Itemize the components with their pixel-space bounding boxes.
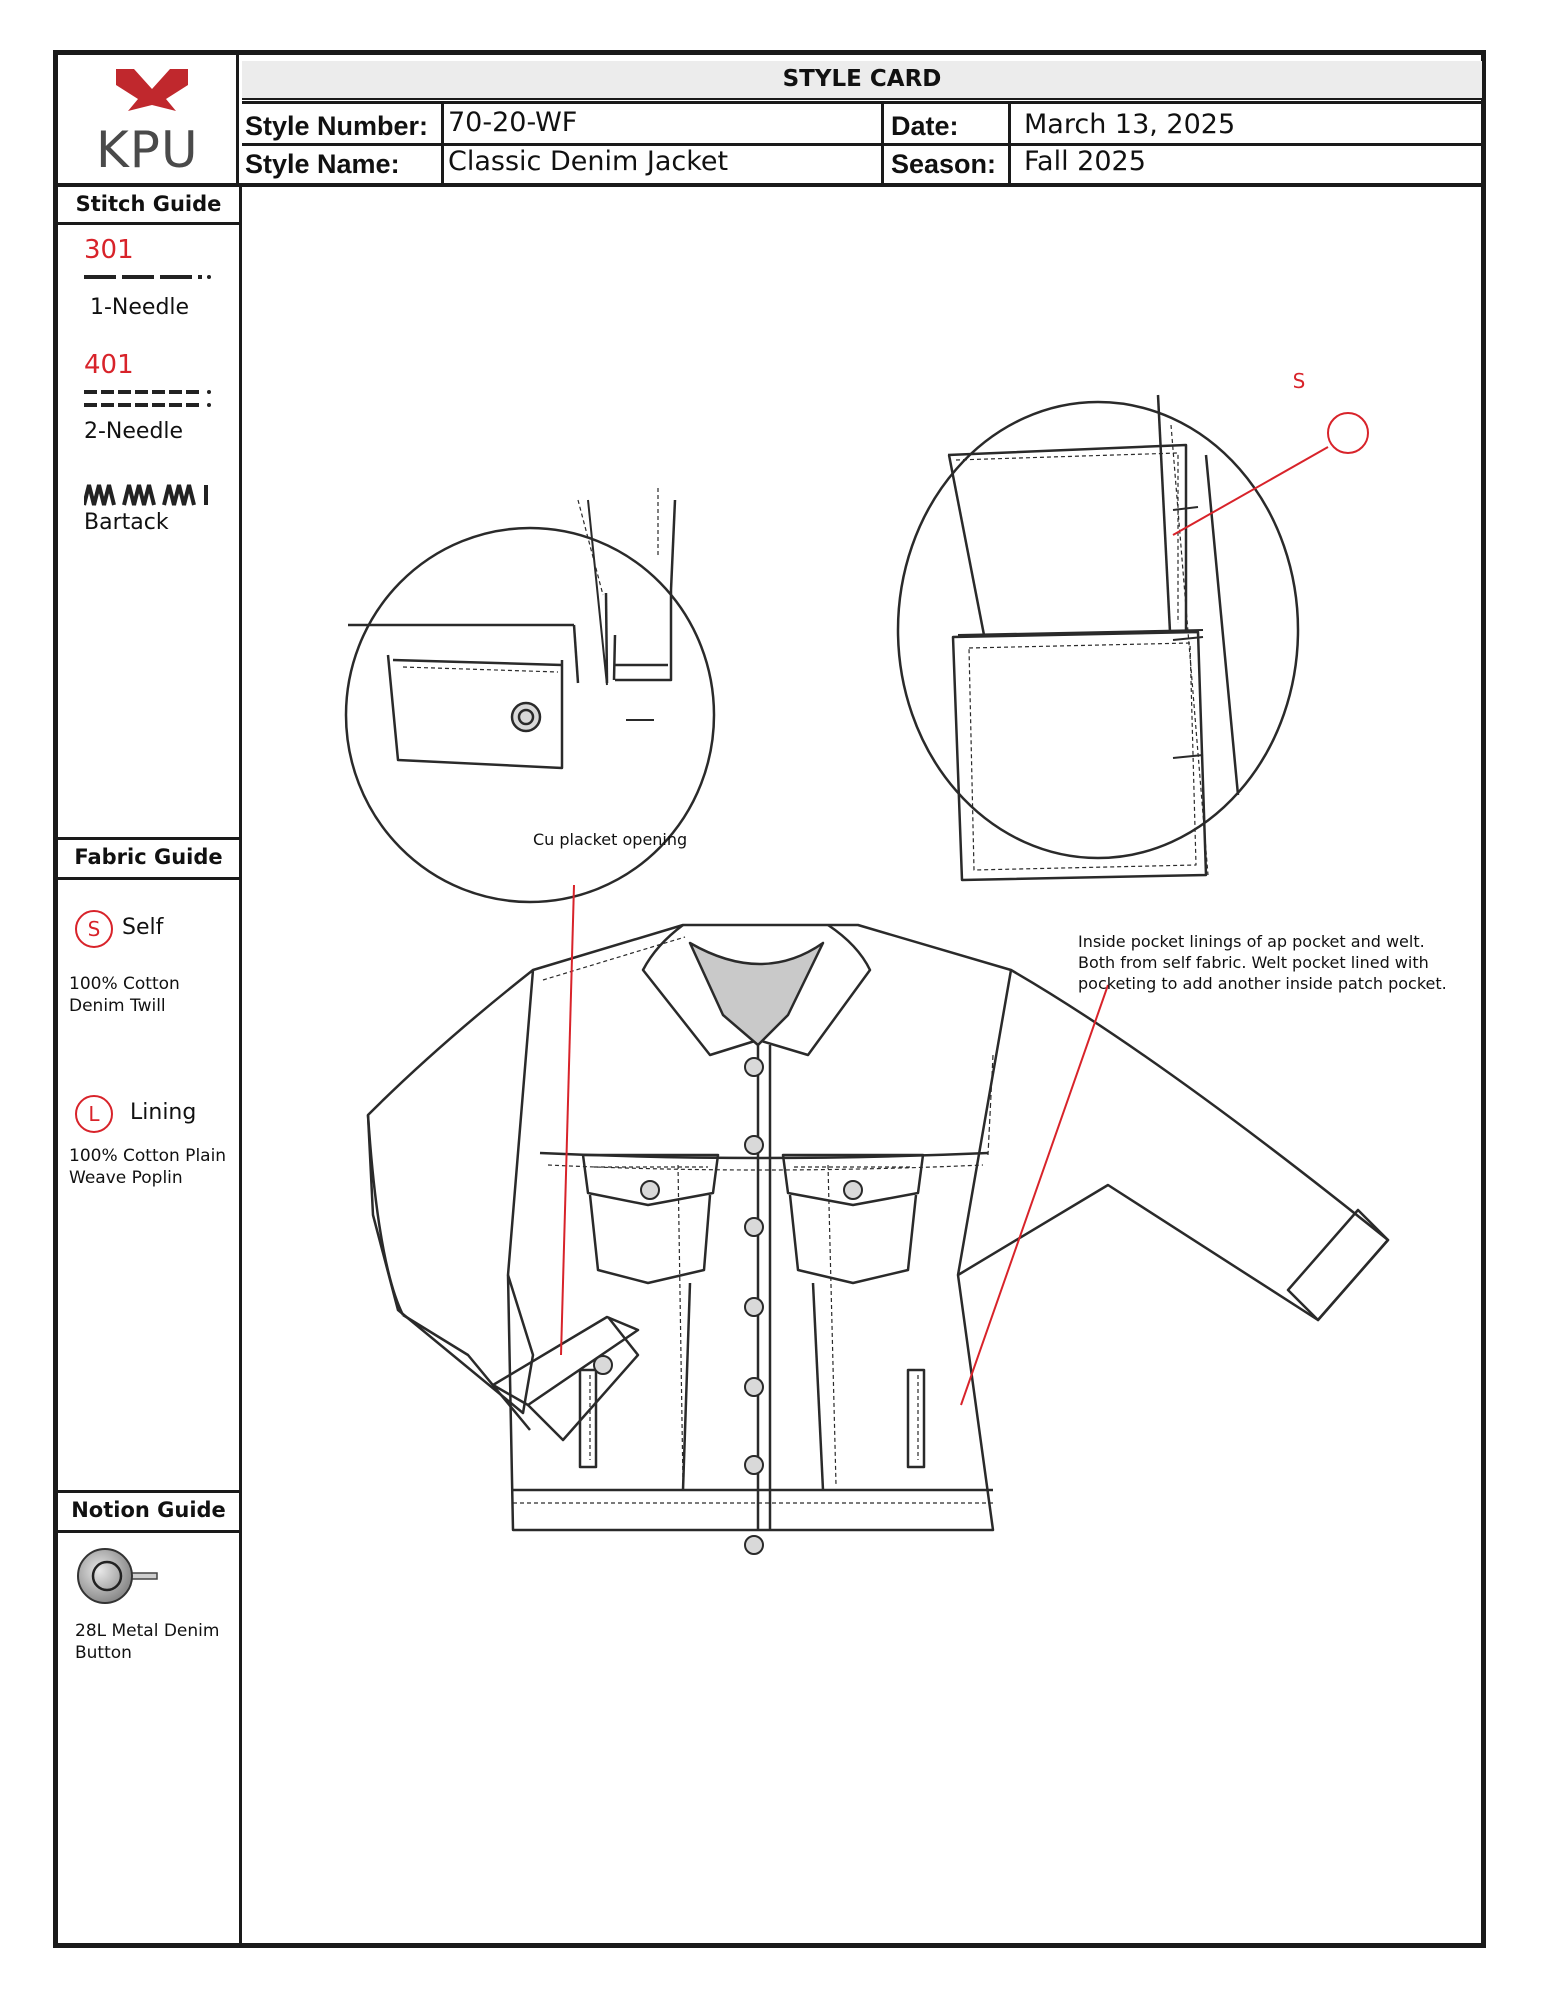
header-divider — [441, 101, 444, 183]
pocket-callout-line-2: Both from self fabric. Welt pocket lined with — [1078, 953, 1429, 972]
style-number-value: 70-20-WF — [448, 107, 578, 138]
pocket-callout-line-1: Inside pocket linings of ap pocket and welt. — [1078, 932, 1425, 951]
section-divider — [58, 877, 239, 880]
technical-flat-drawing — [242, 187, 1482, 1947]
notion-button-description: 28L Metal Denim Button — [75, 1621, 220, 1663]
stitch-code-401: 401 — [84, 350, 134, 380]
logo-cell — [58, 55, 239, 185]
lining-fabric-badge: L — [75, 1095, 113, 1133]
header-divider — [242, 101, 1482, 104]
kpu-logo-text: KPU — [96, 121, 199, 179]
self-fabric-callout-badge — [1328, 413, 1368, 453]
header-divider — [242, 143, 1482, 146]
date-label: Date: — [891, 111, 959, 141]
stitch-guide-title: Stitch Guide — [75, 192, 222, 216]
page-title: STYLE CARD — [242, 61, 1482, 100]
double-needle-stitch-icon — [84, 387, 214, 411]
stitch-label-1-needle: 1-Needle — [90, 295, 190, 320]
bartack-stitch-icon — [84, 483, 214, 507]
fabric-self-description: 100% Cotton Denim Twill — [69, 974, 180, 1016]
style-name-value: Classic Denim Jacket — [448, 146, 729, 177]
self-fabric-badge: S — [75, 910, 113, 948]
metal-button-icon — [75, 1545, 167, 1607]
section-divider — [58, 1490, 239, 1493]
header-divider — [881, 101, 884, 183]
stitch-label-bartack: Bartack — [84, 510, 169, 535]
season-value: Fall 2025 — [1024, 146, 1146, 177]
style-number-label: Style Number: — [245, 111, 429, 141]
kpu-logo-mark-icon — [116, 67, 188, 117]
pocket-callout-line-3: pocketing to add another inside patch pocket. — [1078, 974, 1447, 993]
cuff-callout-label: Cu placket opening — [533, 830, 688, 849]
fabric-lining-name: Lining — [130, 1100, 197, 1125]
section-divider — [58, 222, 239, 225]
single-needle-stitch-icon — [84, 272, 214, 282]
fabric-guide-title: Fabric Guide — [74, 845, 223, 869]
section-divider — [58, 837, 239, 840]
date-value: March 13, 2025 — [1024, 109, 1236, 140]
header-divider — [1008, 101, 1011, 183]
fabric-lining-description: 100% Cotton Plain Weave Poplin — [69, 1146, 227, 1188]
detail-self-badge-label: S — [1292, 369, 1306, 393]
stitch-label-2-needle: 2-Needle — [84, 419, 184, 444]
pocket-detail-circle — [898, 395, 1298, 880]
season-label: Season: — [891, 149, 997, 179]
notion-guide-title: Notion Guide — [71, 1498, 226, 1522]
style-card — [53, 50, 1486, 1948]
style-name-label: Style Name: — [245, 149, 400, 179]
fabric-self-name: Self — [122, 915, 164, 940]
section-divider — [58, 1530, 239, 1533]
stitch-code-301: 301 — [84, 235, 134, 265]
denim-jacket-flat — [368, 925, 1388, 1530]
